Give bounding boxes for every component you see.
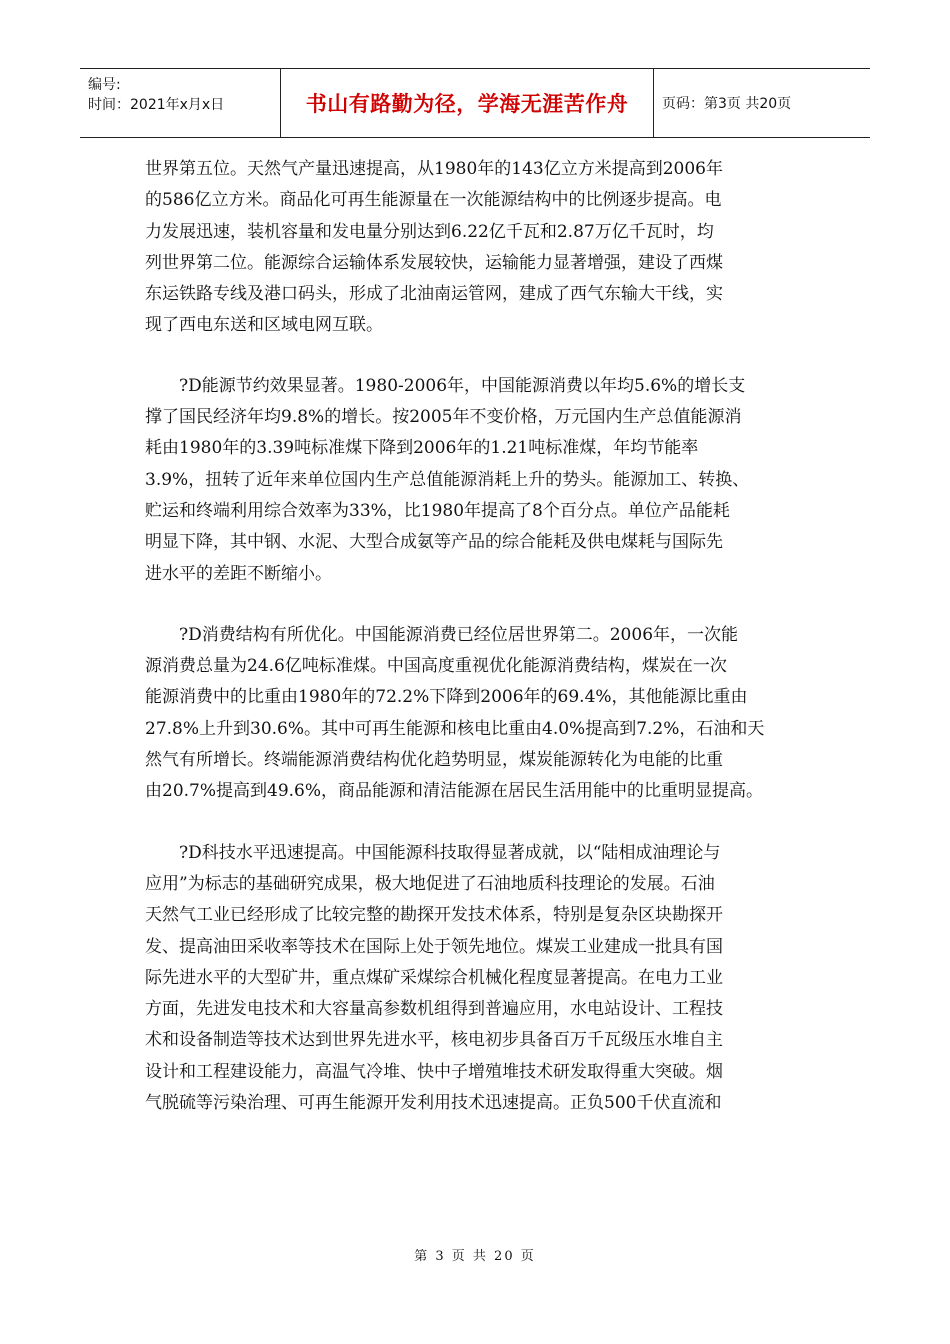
serial-label: 编号:	[88, 77, 121, 93]
header-meta	[80, 69, 281, 137]
header-motto: 书山有路勤为径，学海无涯苦作舟	[281, 69, 654, 137]
paragraph-4: ?D科技水平迅速提高。中国能源科技取得显著成就，以“陆相成油理论与 应用”为标志的基础研究成果，极大地促进了石油地质科技理论的发展。石油 天然气工业已经形成了比较完整的勘探开发技术体系，特别是复杂区块勘探开 发、提高油田采收率等技术在国际上处于领先地位。煤炭工业建成一批具有国 际先进水平的大型矿井，重点煤矿采煤综合机械化程度显著提高。在电力工业 方面，先进发电技术和大容量高参数机组得到普遍应用，水电站设计、工程技 术和设备制造等技术达到世界先进水平，核电初步具备百万千瓦级压水堆自主 设计和工程建设能力，高温气冷堆、快中子增殖堆技术研发取得重大突破。烟 气脱硫等污染治理、可再生能源开发利用技术迅速提高。正负500千伏直流和	[145, 842, 723, 1114]
page-header	[80, 68, 870, 138]
time-label: 时间：2021年x月x日	[88, 97, 225, 113]
paragraph-3: ?D消费结构有所优化。中国能源消费已经位居世界第二。2006年，一次能 源消费总量为24.6亿吨标准煤。中国高度重视优化能源消费结构，煤炭在一次 能源消费中的比重由1980年的72.2%下降到2006年的69.4%，其他能源比重由 27.8%上升到30.6%。其中可再生能源和核电比重由4.0%提高到7.2%，石油和天 然气有所增长。终端能源消费结构优化趋势明显，煤炭能源转化为电能的比重 由20.7%提高到49.6%，商品能源和清洁能源在居民生活用能中的比重明显提高。	[145, 624, 765, 802]
document-body	[145, 154, 825, 1149]
paragraph-2: ?D能源节约效果显著。1980-2006年，中国能源消费以年均5.6%的增长支 撑了国民经济年均9.8%的增长。按2005年不变价格，万元国内生产总值能源消 耗由1980年的3.39吨标准煤下降到2006年的1.21吨标准煤，年均节能率 3.9%，扭转了近年来单位国内生产总值能源消耗上升的势头。能源加工、转换、 贮运和终端利用综合效率为33%，比1980年提高了8个百分点。单位产品能耗 明显下降，其中钢、水泥、大型合成氨等产品的综合能耗及供电煤耗与国际先 进水平的差距不断缩小。	[145, 375, 750, 584]
header-page-info: 页码：第3页 共20页	[662, 96, 792, 112]
paragraph-1: 世界第五位。天然气产量迅速提高，从1980年的143亿立方米提高到2006年 的586亿立方米。商品化可再生能源量在一次能源结构中的比例逐步提高。电 力发展迅速，装机容量和发电量分别达到6.22亿千瓦和2.87万亿千瓦时，均 列世界第二位。能源综合运输体系发展较快，运输能力显著增强，建设了西煤 东运铁路专线及港口码头，形成了北油南运管网，建成了西气东输大干线，实 现了西电东送和区域电网互联。	[145, 159, 723, 336]
page-footer: 第 3 页 共 20 页	[414, 1249, 536, 1264]
